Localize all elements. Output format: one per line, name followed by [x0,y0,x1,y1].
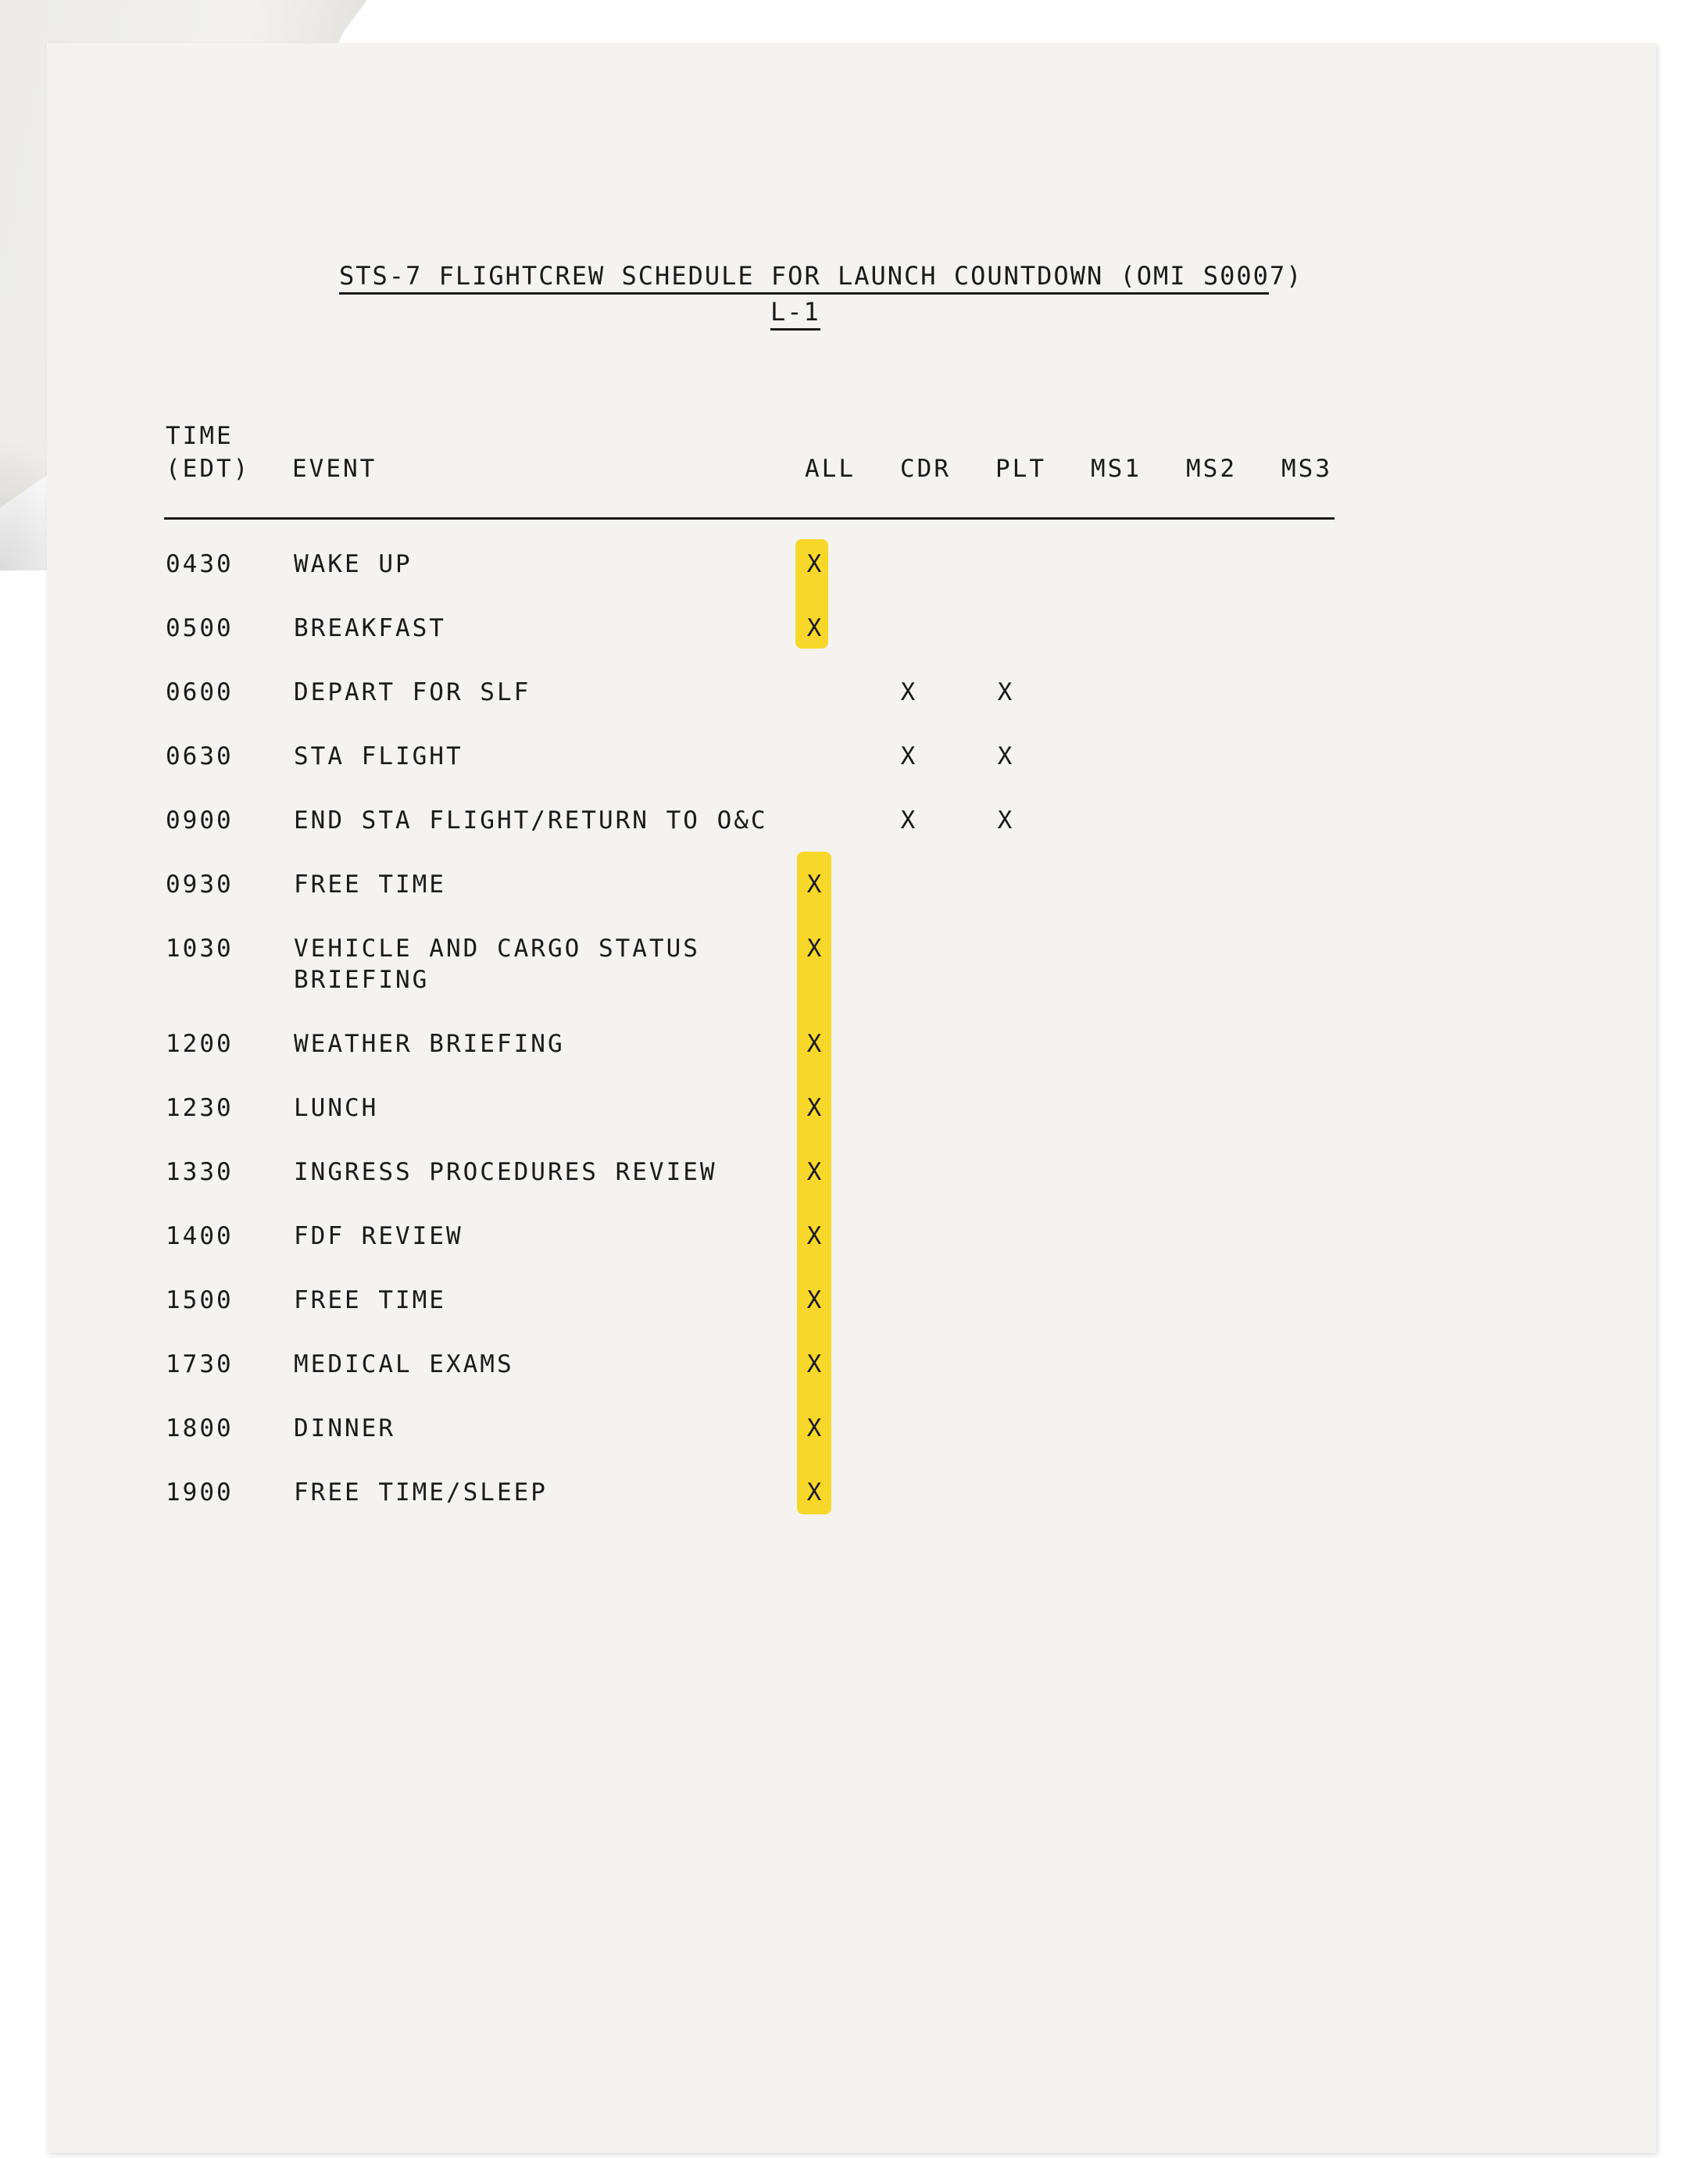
table-row [0,805,1708,860]
row-time: 0600 [166,678,234,706]
mark-all: X [806,1478,822,1507]
table-row [0,677,1708,731]
document-title: STS-7 FLIGHTCREW SCHEDULE FOR LAUNCH COUNTDOWN (OMI S0007) [339,261,1269,295]
row-time: 1330 [166,1158,234,1186]
row-event: DEPART FOR SLF [294,678,531,706]
mark-all: X [806,1094,822,1122]
row-event: FREE TIME [294,1286,446,1314]
row-time: 1500 [166,1286,234,1314]
mark-all: X [806,1158,822,1186]
table-row [0,1349,1708,1403]
table-row [0,1221,1708,1275]
table-row [0,1413,1708,1467]
mark-cdr: X [900,742,916,770]
header-ms1: MS1 [1091,455,1142,483]
header-plt: PLT [995,455,1046,483]
row-time: 1400 [166,1222,234,1250]
table-row [0,1092,1708,1147]
header-cdr: CDR [900,455,951,483]
row-event: FREE TIME/SLEEP [294,1478,548,1507]
row-time: 1030 [166,935,234,963]
mark-all: X [806,1222,822,1250]
mark-plt: X [997,678,1013,706]
row-event: WAKE UP [294,550,413,578]
row-event: DINNER [294,1414,395,1442]
header-ms3: MS3 [1281,455,1332,483]
table-row [0,613,1708,667]
header-all: ALL [805,455,856,483]
document-subtitle: L-1 [770,297,820,331]
mark-all: X [806,1350,822,1378]
header-time-zone: (EDT) [166,455,251,483]
row-event: STA FLIGHT [294,742,463,770]
table-row [0,1028,1708,1083]
row-event: END STA FLIGHT/RETURN TO O&C [294,806,768,835]
mark-plt: X [997,742,1013,770]
row-event: LUNCH [294,1094,379,1122]
mark-all: X [806,1030,822,1058]
row-event: VEHICLE AND CARGO STATUS [294,935,700,963]
row-time: 0630 [166,742,234,770]
row-time: 1730 [166,1350,234,1378]
row-event: MEDICAL EXAMS [294,1350,514,1378]
table-row [0,741,1708,795]
mark-all: X [806,870,822,899]
row-event: FREE TIME [294,870,446,899]
table-row [0,869,1708,924]
row-event-continued: BRIEFING [294,966,430,994]
row-event: WEATHER BRIEFING [294,1030,565,1058]
header-ms2: MS2 [1186,455,1237,483]
row-time: 1230 [166,1094,234,1122]
mark-all: X [806,1414,822,1442]
mark-all: X [806,935,822,963]
table-row [0,933,1708,994]
mark-cdr: X [900,806,916,835]
mark-all: X [806,1286,822,1314]
row-time: 1800 [166,1414,234,1442]
row-time: 0430 [166,550,234,578]
table-row [0,1156,1708,1211]
row-time: 1900 [166,1478,234,1507]
row-event: FDF REVIEW [294,1222,463,1250]
mark-all: X [806,550,822,578]
header-event: EVENT [292,455,377,483]
row-time: 0500 [166,614,234,642]
mark-all: X [806,614,822,642]
row-time: 1200 [166,1030,234,1058]
mark-plt: X [997,806,1013,835]
mark-cdr: X [900,678,916,706]
row-time: 0930 [166,870,234,899]
row-event: BREAKFAST [294,614,446,642]
table-row [0,549,1708,603]
table-row [0,1477,1708,1532]
row-event: INGRESS PROCEDURES REVIEW [294,1158,717,1186]
table-row [0,1285,1708,1339]
row-time: 0900 [166,806,234,835]
header-rule [164,517,1335,520]
header-time: TIME [166,422,234,450]
